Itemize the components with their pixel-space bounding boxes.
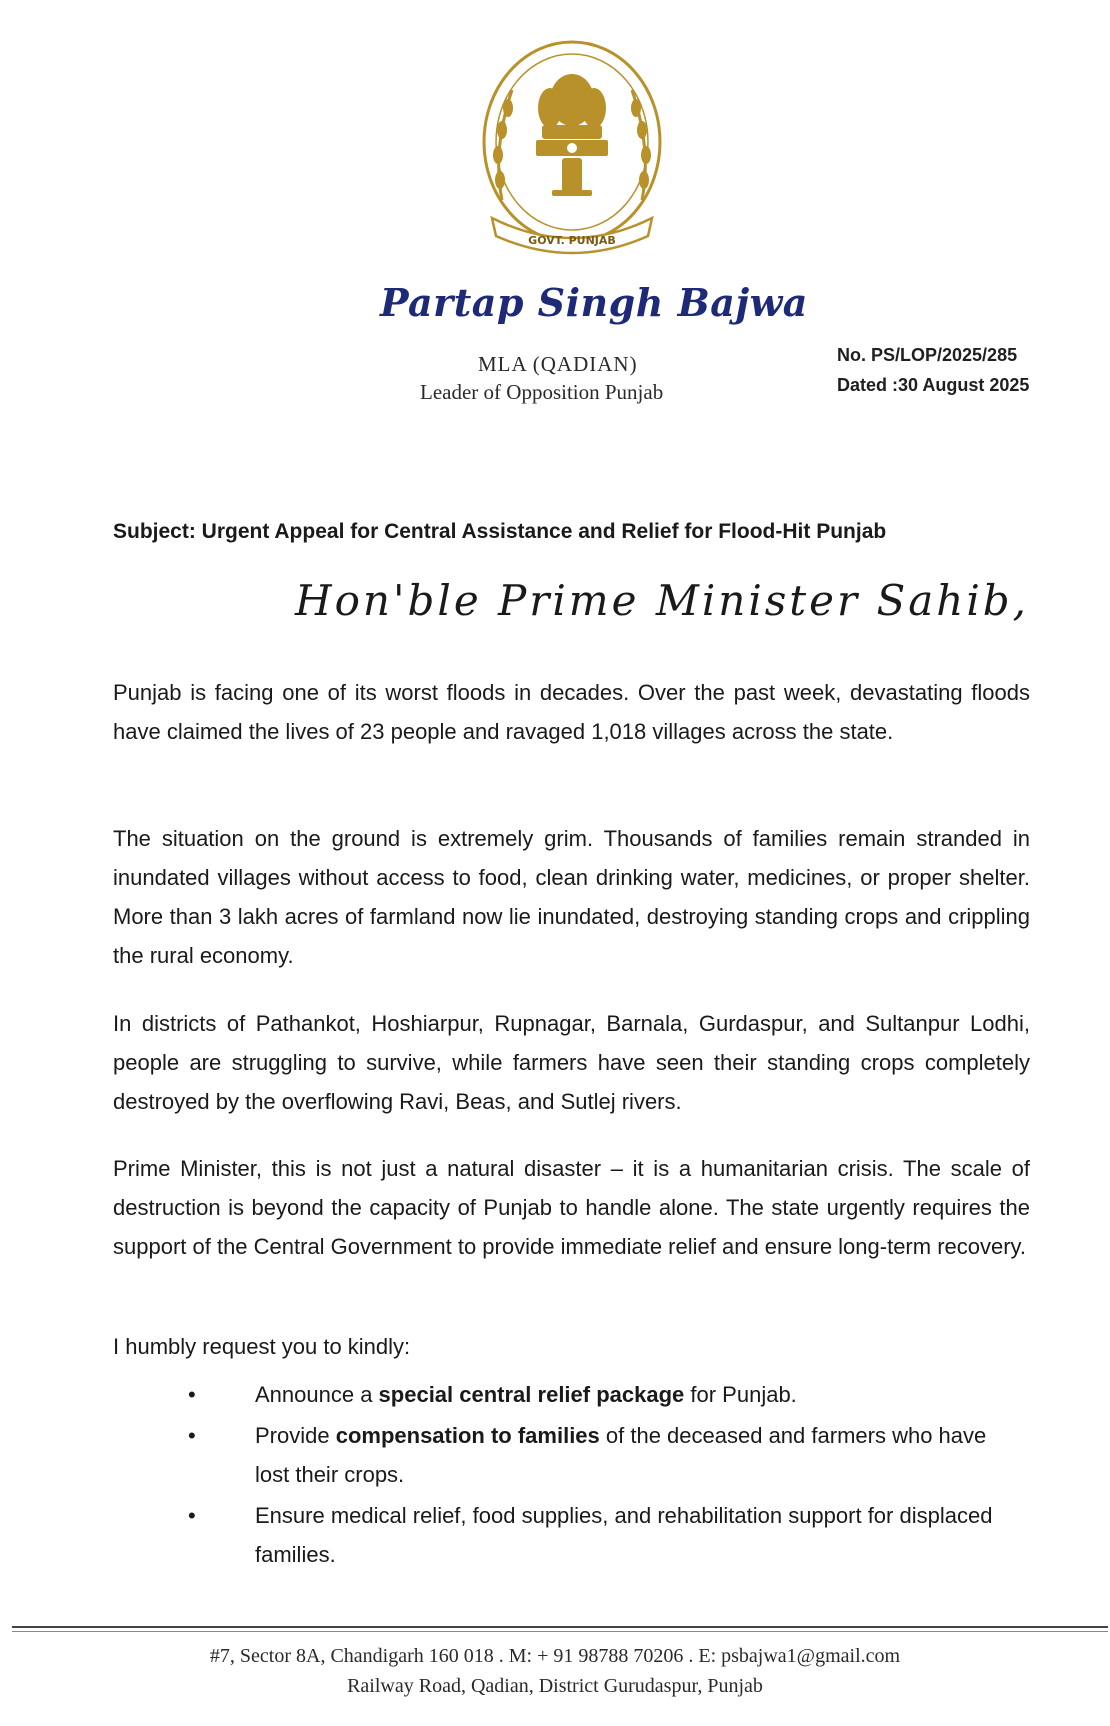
state-emblem-icon <box>472 30 672 270</box>
bullet-icon: • <box>188 1503 196 1528</box>
sender-position: Leader of Opposition Punjab <box>420 380 664 404</box>
request-list <box>180 1375 1010 1576</box>
letter-date: Dated :30 August 2025 <box>837 375 1030 395</box>
handwritten-salutation: Hon'ble Prime Minister Sahib, <box>295 576 1030 625</box>
paragraph-districts: In districts of Pathankot, Hoshiarpur, Rupnagar, Barnala, Gurdaspur, and Sultanpur Lodhi, people are struggling to survive, while farmers have seen their standing crops completely destroyed by the overflowing Ravi, Beas, and Sutlej rivers. <box>113 1011 1030 1114</box>
footer-divider <box>12 1626 1108 1632</box>
list-item: • Provide compensation to families of the deceased and farmers who have lost their crops. <box>180 1416 1010 1494</box>
subject-line: Subject: Urgent Appeal for Central Assistance and Relief for Flood-Hit Punjab <box>113 520 887 543</box>
bullet-icon: • <box>188 1382 196 1407</box>
sender-name: Partap Singh Bajwa <box>380 280 808 325</box>
emphasis-text: special central relief package <box>378 1382 685 1407</box>
emphasis-text: compensation to families <box>335 1423 600 1448</box>
paragraph-situation: The situation on the ground is extremely grim. Thousands of families remain stranded in inundated villages without access to food, clean drinking water, medicines, or proper shelter. More than 3 lakh acres of farmland now lie inundated, destroying standing crops and crippling the rural economy. <box>113 826 1030 968</box>
footer-contact: #7, Sector 8A, Chandigarh 160 018 . M: + 91 98788 70206 . E: psbajwa1@gmail.com <box>209 1645 901 1667</box>
reference-number: No. PS/LOP/2025/285 <box>837 345 1018 365</box>
emblem-ribbon-text: GOVT. PUNJAB <box>528 234 616 247</box>
list-item: • Announce a special central relief package for Punjab. <box>180 1375 1010 1414</box>
request-intro: I humbly request you to kindly: <box>113 1334 411 1359</box>
sender-designation: MLA (QADIAN) <box>478 352 638 376</box>
bullet-icon: • <box>188 1423 196 1448</box>
footer-address: Railway Road, Qadian, District Gurudaspur, Punjab <box>347 1675 763 1697</box>
list-item: • Ensure medical relief, food supplies, and rehabilitation support for displaced families. <box>180 1496 1010 1574</box>
paragraph-crisis: Prime Minister, this is not just a natural disaster – it is a humanitarian crisis. The scale of destruction is beyond the capacity of Punjab to handle alone. The state urgently requires the support of the Central Government to provide immediate relief and ensure long-term recovery. <box>113 1156 1030 1259</box>
paragraph-floods: Punjab is facing one of its worst floods in decades. Over the past week, devastating floods have claimed the lives of 23 people and ravaged 1,018 villages across the state. <box>113 680 1030 744</box>
